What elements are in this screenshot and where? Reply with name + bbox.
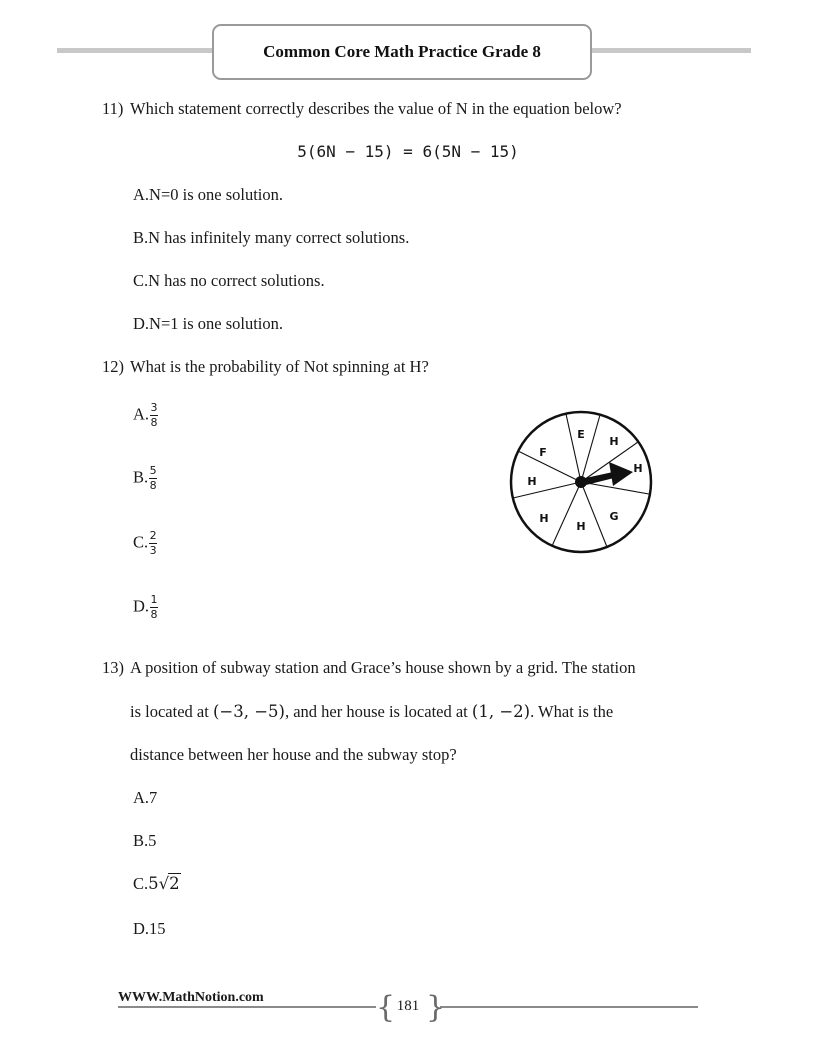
spinner-label-g: G (609, 510, 619, 523)
q13-option-d[interactable]: D.15 (133, 919, 166, 938)
spinner-label-h: H (633, 462, 643, 475)
footer-site[interactable]: WWW.MathNotion.com (118, 990, 264, 1005)
header-title: Common Core Math Practice Grade 8 (263, 42, 541, 61)
footer-rule-left (118, 1006, 376, 1008)
header-title-box (212, 24, 592, 80)
q13-option-c[interactable]: C.5√2 (133, 874, 180, 893)
q11-number: 11) (102, 99, 124, 118)
spinner-label-h: H (609, 435, 619, 448)
fraction: $\frac{2}{3}$ (149, 529, 157, 557)
q13-option-b[interactable]: B.5 (133, 831, 157, 850)
spinner-label-h: H (576, 520, 586, 533)
q11-equation: 5(6N − 15) = 6(5N − 15) (297, 142, 519, 161)
footer-rule-right (440, 1006, 698, 1008)
q11-option-d[interactable]: D.N=1 is one solution. (133, 314, 284, 333)
q12-text: What is the probability of Not spinning at H? (130, 357, 429, 376)
q12-option-c[interactable]: C. $\frac{2}{3}$ (133, 529, 157, 557)
q12-option-b[interactable]: B. $\frac{5}{8}$ (133, 464, 157, 492)
spinner-figure (505, 410, 665, 560)
fraction: $\frac{5}{8}$ (149, 464, 157, 492)
q13-option-a[interactable]: A.7 (133, 788, 158, 807)
fraction: $\frac{3}{8}$ (150, 401, 158, 429)
spinner-label-h: H (539, 512, 549, 525)
point-house: (1, −2) (471, 702, 531, 721)
q13-line-3: distance between her house and the subway stop? (130, 745, 457, 764)
q11-option-b[interactable]: B.N has infinitely many correct solutions. (133, 228, 410, 247)
brace-right-icon: } (426, 990, 446, 1025)
q12-option-a[interactable]: A. $\frac{3}{8}$ (133, 401, 158, 429)
q13-line-2: is located at (−3, −5), and her house is located at (1, −2). What is the (130, 702, 614, 721)
point-station: (−3, −5) (212, 702, 285, 721)
q12-number: 12) (102, 357, 124, 376)
spinner-label-e: E (577, 428, 585, 441)
q13-number: 13) (102, 658, 124, 677)
page-number: 181 (396, 998, 420, 1014)
q13-line-1: A position of subway station and Grace’s house shown by a grid. The station (130, 658, 636, 677)
spinner-label-h: H (527, 475, 537, 488)
q11-option-c[interactable]: C.N has no correct solutions. (133, 271, 325, 290)
sqrt-icon: √ (158, 874, 170, 893)
brace-left-icon: { (376, 990, 396, 1025)
q12-option-d[interactable]: D. $\frac{1}{8}$ (133, 593, 158, 621)
spinner-label-f: F (539, 446, 547, 459)
q11-text: Which statement correctly describes the value of N in the equation below? (130, 99, 622, 118)
fraction: $\frac{1}{8}$ (150, 593, 158, 621)
q11-option-a[interactable]: A.N=0 is one solution. (133, 185, 284, 204)
